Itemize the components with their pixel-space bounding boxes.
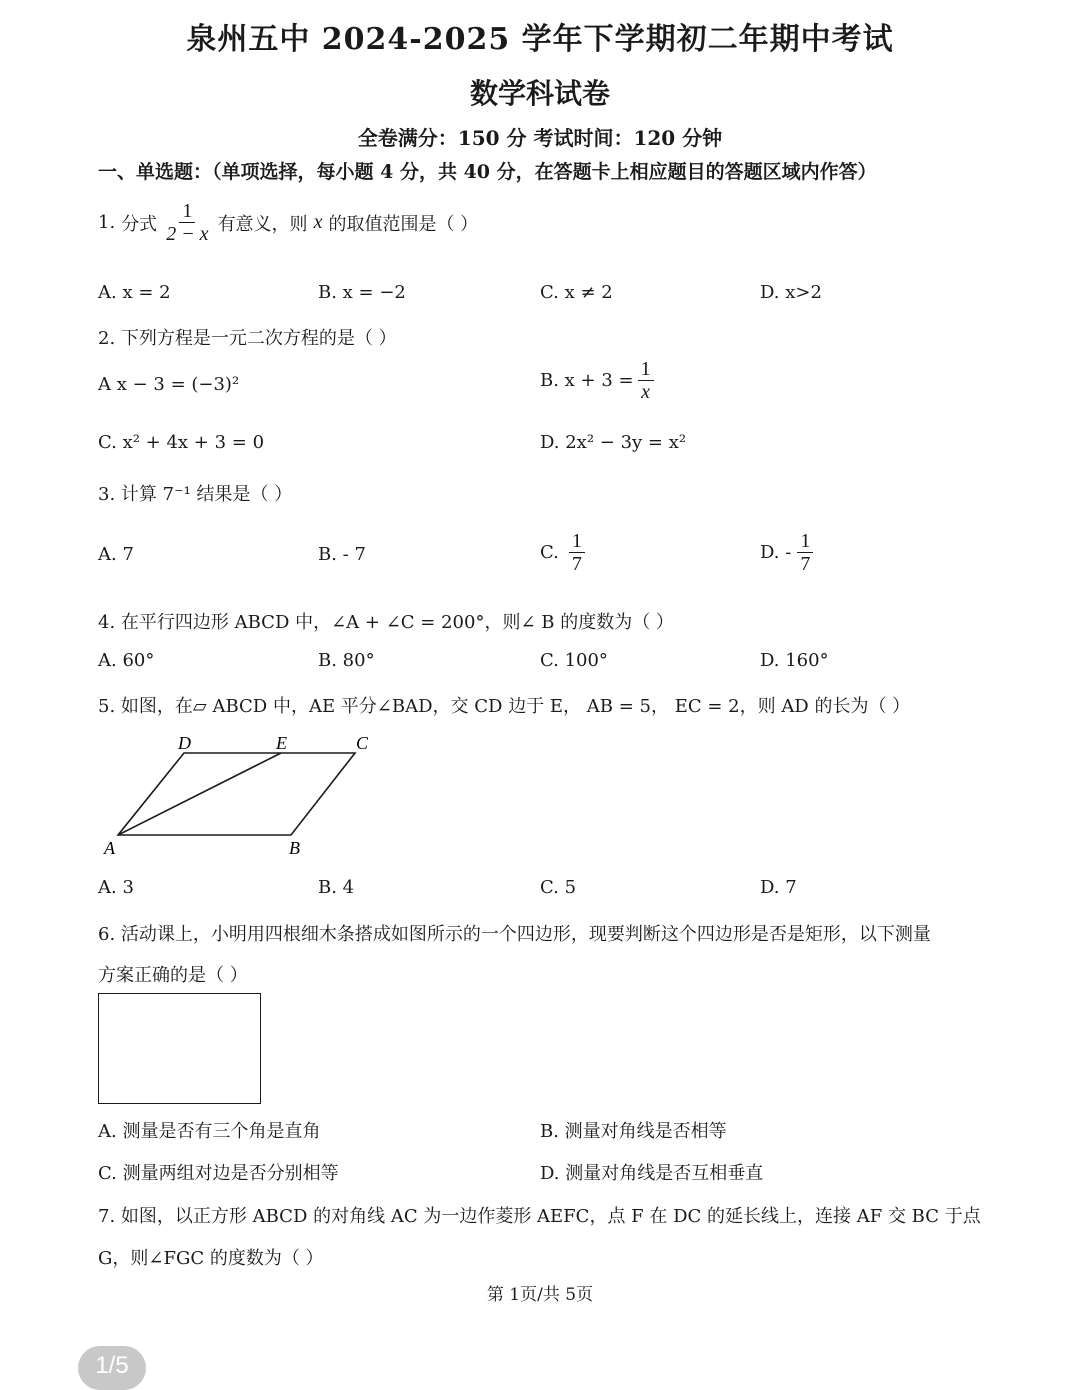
exam-title: 泉州五中 2024-2025 学年下学期初二年期中考试 bbox=[186, 22, 894, 57]
q1-var: x bbox=[313, 211, 323, 233]
q3-option-c bbox=[540, 530, 585, 575]
q3-option-b: B. - 7 bbox=[318, 544, 366, 565]
q5-option-c: C. 5 bbox=[540, 877, 577, 898]
q1-pre: 分式 bbox=[121, 213, 158, 235]
q4-option-d: D. 160° bbox=[760, 650, 829, 671]
q4-option-a: A. 60° bbox=[98, 650, 155, 671]
question-1 bbox=[98, 200, 478, 245]
section-heading: 一、单选题：（单项选择，每小题 4 分，共 40 分，在答题卡上相应题目的答题区域内作答） bbox=[98, 161, 877, 183]
q3-optd-num: 1 bbox=[797, 530, 813, 553]
question-4: 4. 在平行四边形 ABCD 中，∠A + ∠C = 200°，则∠ B 的度数为（ ） bbox=[98, 612, 674, 633]
rectangle-figure bbox=[98, 993, 261, 1104]
q2-option-a: A x − 3 = (−3)² bbox=[98, 374, 240, 395]
q5-option-b: B. 4 bbox=[318, 877, 355, 898]
q1-frac-den: 2 − x bbox=[166, 223, 209, 245]
page-indicator-label: 1/5 bbox=[95, 1352, 129, 1379]
q3-optc-fraction bbox=[569, 530, 585, 575]
q3-optd-fraction bbox=[797, 530, 813, 575]
exam-info: 全卷满分：150 分 考试时间：120 分钟 bbox=[357, 126, 723, 150]
q3-optc-den: 7 bbox=[571, 553, 582, 575]
q2-option-b bbox=[540, 358, 654, 403]
label-a: A bbox=[104, 838, 115, 858]
question-3: 3. 计算 7⁻¹ 结果是（ ） bbox=[98, 484, 293, 505]
parallelogram-abcd bbox=[118, 753, 355, 835]
q1-number: 1. bbox=[98, 212, 116, 233]
q6-option-b: B. 测量对角线是否相等 bbox=[540, 1121, 727, 1142]
q3-optc-pre: C. bbox=[540, 542, 559, 563]
label-e: E bbox=[276, 733, 287, 753]
q3-optd-pre: D. - bbox=[760, 542, 792, 563]
question-7-line2: G，则∠FGC 的度数为（ ） bbox=[98, 1248, 324, 1269]
q2-optb-den: x bbox=[641, 381, 651, 403]
q5-option-a: A. 3 bbox=[98, 877, 134, 898]
q6-option-d: D. 测量对角线是否互相垂直 bbox=[540, 1163, 764, 1184]
q1-option-d: D. x>2 bbox=[760, 282, 822, 303]
q4-option-b: B. 80° bbox=[318, 650, 375, 671]
q2-option-c: C. x² + 4x + 3 = 0 bbox=[98, 432, 265, 453]
q2-optb-num: 1 bbox=[638, 358, 654, 381]
page-indicator[interactable] bbox=[78, 1346, 146, 1390]
q2-option-d: D. 2x² − 3y = x² bbox=[540, 432, 687, 453]
segment-ae bbox=[118, 753, 281, 835]
question-5: 5. 如图，在▱ ABCD 中，AE 平分∠BAD，交 CD 边于 E， AB = 5， EC = 2，则 AD 的长为（ ） bbox=[98, 696, 911, 717]
question-6-line2: 方案正确的是（ ） bbox=[98, 965, 248, 986]
q3-option-d bbox=[760, 530, 813, 575]
q1-post2: 的取值范围是（ ） bbox=[328, 213, 479, 235]
exam-subtitle: 数学科试卷 bbox=[469, 77, 610, 110]
q1-option-c: C. x ≠ 2 bbox=[540, 282, 613, 303]
q5-option-d: D. 7 bbox=[760, 877, 797, 898]
q3-optd-den: 7 bbox=[800, 553, 811, 575]
page-footer: 第 1页/共 5页 bbox=[486, 1285, 594, 1305]
label-d: D bbox=[178, 733, 191, 753]
q1-option-a: A. x = 2 bbox=[98, 282, 171, 303]
q6-option-a: A. 测量是否有三个角是直角 bbox=[98, 1121, 321, 1142]
q1-frac-num: 1 bbox=[179, 200, 195, 223]
q1-option-b: B. x = −2 bbox=[318, 282, 406, 303]
q3-optc-num: 1 bbox=[569, 530, 585, 553]
label-c: C bbox=[356, 733, 369, 753]
question-7-line1: 7. 如图，以正方形 ABCD 的对角线 AC 为一边作菱形 AEFC，点 F 在 DC 的延长线上，连接 AF 交 BC 于点 bbox=[98, 1206, 981, 1227]
q4-option-c: C. 100° bbox=[540, 650, 608, 671]
parallelogram-figure bbox=[98, 728, 398, 862]
q1-fraction bbox=[163, 200, 211, 245]
q1-post: 有意义，则 bbox=[217, 213, 308, 235]
q2-optb-pre: B. x + 3 = bbox=[540, 370, 634, 391]
q3-option-a: A. 7 bbox=[98, 544, 134, 565]
question-2: 2. 下列方程是一元二次方程的是（ ） bbox=[98, 328, 397, 349]
question-6-line1: 6. 活动课上，小明用四根细木条搭成如图所示的一个四边形，现要判断这个四边形是否是矩形，以下测量 bbox=[98, 924, 931, 945]
q2-optb-fraction bbox=[638, 358, 654, 403]
label-b: B bbox=[289, 838, 300, 858]
q6-option-c: C. 测量两组对边是否分别相等 bbox=[98, 1163, 339, 1184]
